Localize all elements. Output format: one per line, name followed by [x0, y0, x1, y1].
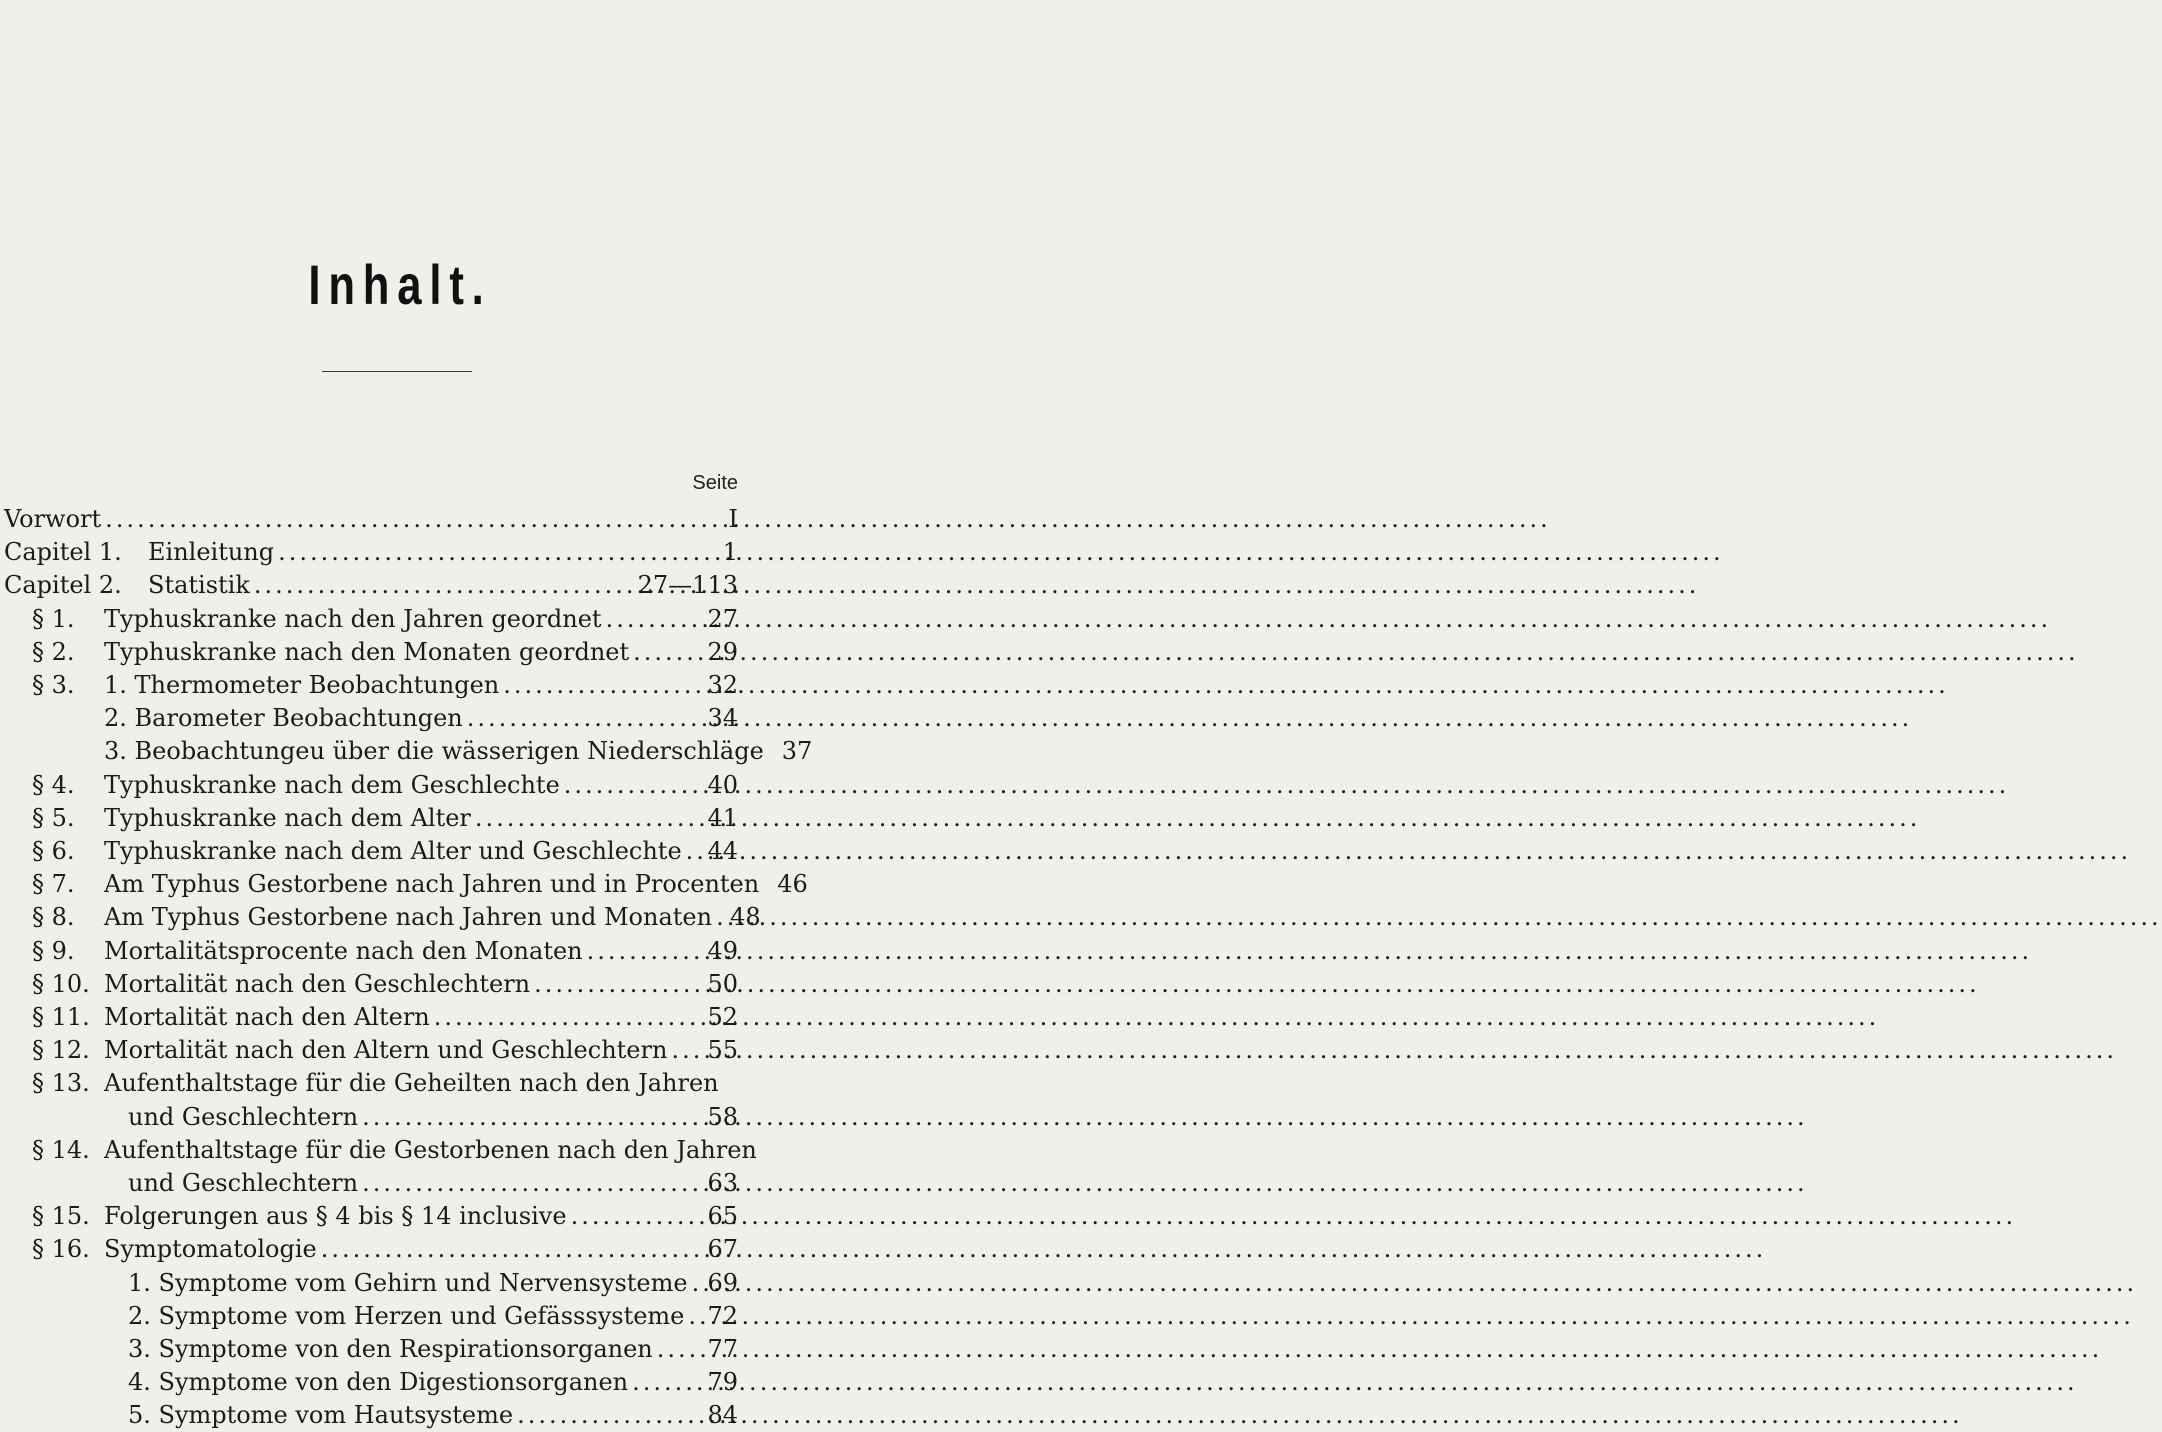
toc-entry-title: Mortalität nach den Altern und Geschlechtern	[104, 1036, 668, 1065]
leader-dots	[362, 1166, 703, 1200]
toc-entry-title: 2. Barometer Beobachtungen	[104, 704, 463, 733]
toc-entry-number: § 16.	[32, 1235, 90, 1264]
toc-entry	[128, 1266, 738, 1300]
toc-entry	[128, 1299, 738, 1333]
toc-entry-title: und Geschlechtern	[128, 1102, 359, 1131]
toc-page-number: I	[728, 505, 738, 533]
toc-entry-number: § 11.	[32, 1003, 90, 1031]
toc-entry-title: Symptomatologie	[104, 1235, 317, 1264]
toc-entry-number: § 13.	[32, 1069, 90, 1098]
toc-page-number: 32	[707, 671, 738, 699]
leader-dots	[321, 1232, 704, 1266]
toc-entry-title: Aufenthaltstage für die Gestorbenen nach den Jahren	[104, 1135, 757, 1164]
toc-entry	[104, 934, 738, 968]
toc-entry-number: § 14.	[32, 1135, 90, 1164]
toc-page-number: 67	[707, 1235, 738, 1264]
leader-dots	[105, 502, 724, 536]
toc-entry	[104, 602, 738, 636]
leader-dots	[517, 1398, 703, 1432]
toc-entry-number: § 5.	[32, 803, 75, 832]
leader-dots	[692, 1266, 704, 1300]
toc-entry-title: Aufenthaltstage für die Geheilten nach den Jahren	[104, 1069, 719, 1098]
leader-dots	[686, 834, 704, 868]
toc-page-number: 58	[707, 1102, 738, 1131]
toc-page-number: 29	[707, 637, 738, 666]
book-page	[0, 0, 813, 1430]
leader-dots	[254, 568, 634, 602]
leader-dots	[688, 1299, 703, 1333]
toc-page-number: 27	[707, 604, 738, 633]
toc-entry	[148, 568, 738, 602]
toc-page-number: 44	[707, 837, 738, 865]
toc-entry-number: § 15.	[32, 1202, 90, 1231]
toc-entry-number: § 9.	[32, 936, 75, 965]
toc-entry	[104, 1066, 738, 1100]
toc-entry-title: 2. Symptome vom Herzen und Gefässsysteme	[128, 1301, 685, 1330]
toc-entry-title: Typhuskranke nach dem Geschlechte	[104, 770, 560, 799]
toc-page-number: 52	[707, 1003, 738, 1031]
toc-page-number: 72	[707, 1301, 738, 1330]
leader-dots	[467, 701, 704, 735]
toc-entry-title: 3. Symptome von den Respirationsorganen	[128, 1335, 653, 1363]
toc-page-number: 50	[707, 969, 738, 998]
leader-dots	[503, 668, 703, 702]
leader-dots	[278, 535, 719, 569]
leader-dots	[534, 967, 703, 1001]
toc-page-number: 1	[722, 538, 738, 567]
toc-entry-number: § 3.	[32, 671, 75, 699]
title-divider	[322, 371, 472, 372]
toc-entry	[128, 1332, 738, 1366]
toc-entry	[128, 1398, 738, 1432]
toc-entry	[128, 1166, 738, 1200]
toc-entry-title: Vorwort	[4, 505, 102, 533]
leader-dots	[362, 1100, 703, 1134]
toc-entry	[4, 502, 738, 536]
toc-page-number: 49	[707, 936, 738, 965]
toc-entry	[128, 1100, 738, 1134]
leader-dots	[606, 602, 704, 636]
leader-dots	[475, 801, 704, 835]
leader-dots	[657, 1332, 704, 1366]
toc-entry	[128, 1365, 738, 1399]
toc-entry	[104, 1199, 738, 1233]
toc-entry-title: Typhuskranke nach dem Alter	[104, 803, 471, 832]
toc-page-number: 34	[707, 704, 738, 733]
toc-page-number: 40	[707, 770, 738, 799]
toc-page-number: 69	[707, 1268, 738, 1297]
toc-entry-title: 1. Symptome vom Gehirn und Nervensysteme	[128, 1268, 688, 1297]
toc-page-number: 77	[707, 1335, 738, 1363]
leader-dots	[564, 768, 704, 802]
toc-entry	[104, 834, 738, 868]
toc-entry-title: Folgerungen aus § 4 bis § 14 inclusive	[104, 1202, 567, 1231]
leader-dots	[632, 1365, 703, 1399]
toc-entry-title: Typhuskranke nach dem Alter und Geschlechte	[104, 837, 682, 865]
toc-entry-title: Am Typhus Gestorbene nach Jahren und Monaten	[104, 903, 713, 932]
toc-entry-title: Mortalitätsprocente nach den Monaten	[104, 936, 583, 965]
toc-entry	[104, 867, 808, 901]
toc-entry	[104, 768, 738, 802]
toc-entry-number: § 4.	[32, 770, 75, 799]
toc-entry-number: § 6.	[32, 837, 75, 865]
toc-entry	[104, 635, 738, 669]
toc-entry	[104, 1033, 738, 1067]
leader-dots	[633, 635, 703, 669]
toc-entry-title: Einleitung	[148, 538, 275, 567]
toc-page-number: 65	[707, 1202, 738, 1231]
toc-entry-title: und Geschlechtern	[128, 1169, 359, 1197]
toc-entry	[104, 900, 761, 934]
toc-page-number: 84	[707, 1401, 738, 1430]
toc-entry-number: § 7.	[32, 870, 75, 899]
toc-entry-title: Typhuskranke nach den Jahren geordnet	[104, 604, 602, 633]
leader-dots	[571, 1199, 704, 1233]
toc-entry	[104, 668, 738, 702]
toc-entry-title: 5. Symptome vom Hautsysteme	[128, 1401, 514, 1430]
leader-dots	[587, 934, 704, 968]
toc-entry-title: Statistik	[148, 571, 250, 600]
toc-entry	[104, 1232, 738, 1266]
toc-page-number: 48	[730, 903, 761, 932]
toc-entry	[148, 535, 738, 569]
page-column-label: Seite	[692, 472, 738, 494]
toc-entry	[104, 701, 738, 735]
toc-entry-number: § 2.	[32, 637, 75, 666]
toc-page-number: 27—113	[637, 571, 738, 600]
toc-entry	[104, 967, 738, 1001]
leader-dots	[671, 1033, 703, 1067]
toc-entry	[104, 1000, 738, 1034]
toc-entry-number: § 10.	[32, 969, 90, 998]
toc-entry-number: § 8.	[32, 903, 75, 932]
toc-entry-number: Capitel 1.	[4, 538, 122, 567]
toc-entry	[104, 734, 813, 768]
toc-entry	[104, 801, 738, 835]
toc-entry-title: Mortalität nach den Geschlechtern	[104, 969, 531, 998]
toc-entry-title: Typhuskranke nach den Monaten geordnet	[104, 637, 630, 666]
toc-page-number: 37	[781, 737, 813, 766]
toc-entry-number: Capitel 2.	[4, 571, 122, 600]
toc-entry-title: 4. Symptome von den Digestionsorganen	[128, 1368, 629, 1397]
toc-page-number: 46	[777, 870, 808, 899]
leader-dots	[434, 1000, 704, 1034]
toc-entry-title: 1. Thermometer Beobachtungen	[104, 671, 500, 699]
toc-page-number: 79	[707, 1368, 738, 1397]
toc-entry-title: 3. Beobachtungeu über die wässerigen Niederschläge	[104, 737, 764, 766]
page-title: Inhalt.	[308, 253, 492, 316]
toc-entry-title: Mortalität nach den Altern	[104, 1003, 430, 1031]
toc-page-number: 55	[707, 1036, 738, 1065]
toc-entry-title: Am Typhus Gestorbene nach Jahren und in Procenten	[104, 870, 760, 899]
toc-entry	[104, 1133, 757, 1167]
leader-dots	[716, 900, 726, 934]
toc-entry-number: § 1.	[32, 604, 75, 633]
toc-entry-number: § 12.	[32, 1036, 90, 1065]
toc-page-number: 63	[707, 1169, 738, 1197]
toc-page-number: 41	[707, 803, 738, 832]
